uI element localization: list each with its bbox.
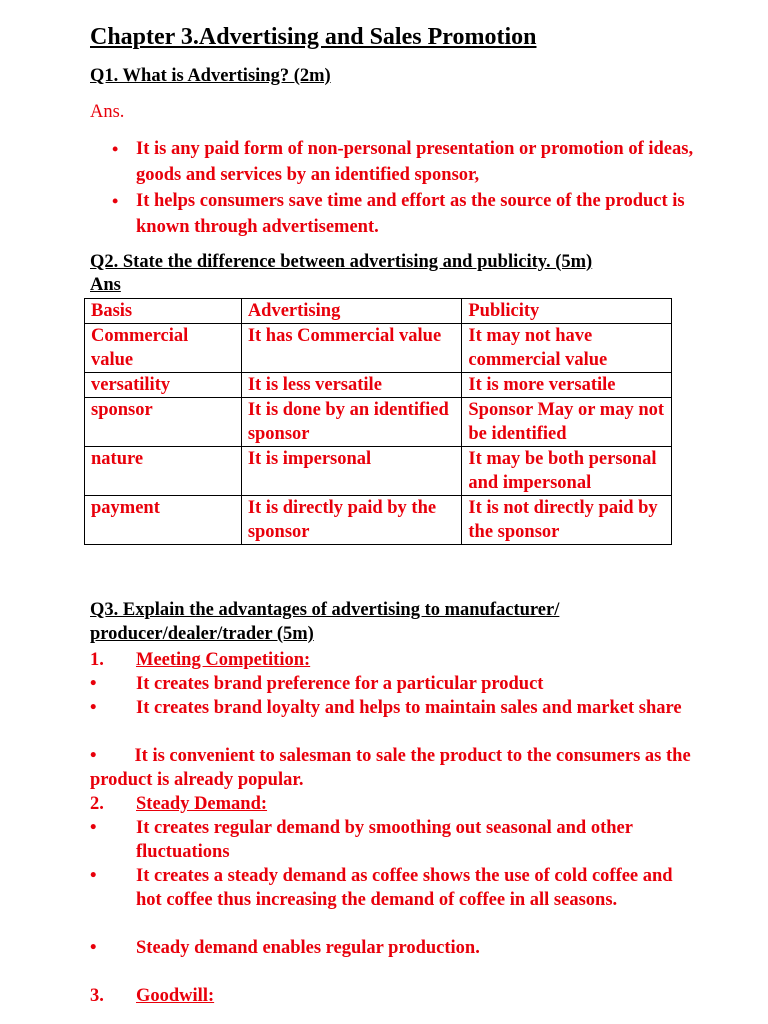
table-header-cell: Publicity — [462, 299, 672, 324]
table-cell: Commercial value — [85, 324, 242, 373]
bullet-icon: • — [90, 866, 97, 886]
table-cell: It is directly paid by the sponsor — [241, 496, 462, 545]
q1-bullet-list — [100, 136, 700, 240]
section-bullet-text: Steady demand enables regular production. — [136, 938, 480, 958]
table-row — [85, 324, 672, 373]
q1-ans-label: Ans. — [90, 102, 125, 122]
section-bullet-row — [90, 864, 700, 936]
section-bullet-row-flow — [90, 744, 700, 792]
table-row — [85, 496, 672, 545]
section-number: 3. — [90, 986, 104, 1006]
table-row — [85, 447, 672, 496]
table-cell: It is more versatile — [462, 373, 672, 398]
bullet-icon: • — [90, 698, 97, 718]
section-bullet-row — [90, 696, 700, 744]
q3-question-line1: Q3. Explain the advantages of advertising to manufacturer/ — [90, 600, 560, 620]
comparison-table — [84, 298, 672, 545]
section-number: 1. — [90, 650, 104, 670]
q3-question-line2: producer/dealer/trader (5m) — [90, 624, 314, 644]
table-cell: nature — [85, 447, 242, 496]
section-bullet-text: It creates brand loyalty and helps to maintain sales and market share — [136, 698, 682, 718]
table-header-cell: Advertising — [241, 299, 462, 324]
table-row — [85, 373, 672, 398]
chapter-title: Chapter 3.Advertising and Sales Promotion — [90, 24, 537, 50]
section-heading: Steady Demand: — [136, 794, 268, 814]
q2-question: Q2. State the difference between advertising and publicity. (5m) — [90, 252, 593, 272]
bullet-icon: • — [90, 674, 97, 694]
section-bullet-text: It creates brand preference for a particular product — [136, 674, 544, 694]
table-cell: payment — [85, 496, 242, 545]
q2-ans-label: Ans — [90, 275, 121, 295]
table-header-cell: Basis — [85, 299, 242, 324]
table-header-row — [85, 299, 672, 324]
section-number: 2. — [90, 794, 104, 814]
q1-bullet-item — [100, 188, 700, 240]
table-cell: It is less versatile — [241, 373, 462, 398]
section-heading: Meeting Competition: — [136, 650, 311, 670]
q1-bullet-text: It is any paid form of non-personal presentation or promotion of ideas, goods and services by an identified sponsor, — [136, 139, 694, 185]
bullet-icon: • — [90, 938, 97, 958]
q1-question: Q1. What is Advertising? (2m) — [90, 66, 331, 86]
q1-bullet-item — [100, 136, 700, 188]
table-cell: It is not directly paid by the sponsor — [462, 496, 672, 545]
bullet-icon: • — [90, 746, 97, 766]
table-cell: sponsor — [85, 398, 242, 447]
table-cell: It may be both personal and impersonal — [462, 447, 672, 496]
table-cell: versatility — [85, 373, 242, 398]
table-cell: It has Commercial value — [241, 324, 462, 373]
table-row — [85, 398, 672, 447]
section-heading: Goodwill: — [136, 986, 215, 1006]
bullet-icon: • — [112, 191, 119, 211]
section-bullet-text: It creates a steady demand as coffee shows the use of cold coffee and hot coffee thus increasing the demand of coffee in all seasons. — [136, 866, 673, 910]
table-cell: It is done by an identified sponsor — [241, 398, 462, 447]
section-bullet-text: It is convenient to salesman to sale the product to the consumers as the product is already popular. — [90, 746, 691, 790]
bullet-icon: • — [90, 818, 97, 838]
table-cell: It may not have commercial value — [462, 324, 672, 373]
table-cell: It is impersonal — [241, 447, 462, 496]
section-bullet-row — [90, 816, 700, 864]
section-bullet-text: It creates regular demand by smoothing out seasonal and other fluctuations — [136, 818, 633, 862]
table-cell: Sponsor May or may not be identified — [462, 398, 672, 447]
bullet-icon: • — [112, 139, 119, 159]
q1-bullet-text: It helps consumers save time and effort as the source of the product is known through advertisement. — [136, 191, 685, 237]
